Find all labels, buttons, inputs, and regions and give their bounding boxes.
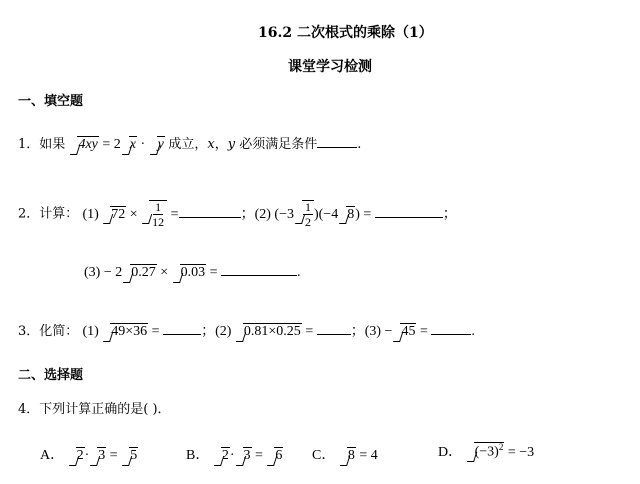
page-subtitle: 课堂学习检测 [288,59,372,75]
option-b-eq: = [255,448,263,463]
option-a-eq: = [109,448,118,463]
question-2-part3 [84,264,301,281]
question-2 [18,200,457,228]
q3-blank-1[interactable] [163,334,201,335]
sqrt-frac-1-2: $\frac{1}{2}$ [295,200,314,228]
q3-blank-2[interactable] [317,334,351,335]
q2-pre: 计算： [39,206,79,222]
sqrt-frac-1-12: $\frac{1}{12}$ [142,200,167,228]
sqrt-6: 6 [267,447,283,464]
option-b-label: B． [186,448,210,463]
option-c[interactable] [312,444,378,464]
q2-part1-label: (1) [82,206,99,222]
q2-part2-label: (2) [254,206,271,222]
sqrt-8: 8 [340,447,356,464]
q1-answer-blank[interactable] [317,147,357,148]
sqrt-8: 8 [339,206,355,223]
q1-y: y [227,137,236,152]
q3-eq3: = [419,324,428,339]
sqrt-5: 5 [122,447,138,464]
q1-comma: ， [214,137,228,152]
q3-neg: − [384,324,393,339]
sqrt-0-81x0-25: 0.81×0.25 [236,323,302,340]
q2-part3-label: (3) [84,265,101,280]
sqrt-0-27: 0.27 [123,264,157,281]
q2-number: 2． [18,206,40,222]
q1-post: 成立， [168,137,208,152]
q2-blank-2[interactable] [375,217,443,218]
q3-eq2: = [305,324,314,339]
option-d[interactable] [438,441,534,461]
q3-sep1: ； [201,324,216,339]
q2-eq3: = [209,265,218,280]
q3-period: . [471,324,475,339]
q3-pre: 化简： [39,324,79,339]
q1-dot: · [140,137,146,152]
option-d-label: D． [438,445,463,460]
question-3 [18,320,475,340]
q1-x: x [207,137,215,152]
q2-times2: × [160,265,169,280]
q1-pre: 如果 [39,137,66,152]
q1-number: 1． [18,137,40,152]
option-c-eq: = 4 [359,448,378,463]
sqrt-4xy: 4xy [70,136,98,153]
sqrt-45: 45 [393,323,416,340]
q2-sep2: ； [442,206,457,222]
q3-sep2: ； [350,324,365,339]
q1-tail: 必须满足条件 [239,137,318,152]
option-a-dot: · [84,448,90,463]
q3-eq1: = [151,324,160,339]
q2-minus2: − 2 [103,265,123,280]
question-1 [18,133,361,153]
section-fill-in: 一、填空题 [18,94,84,109]
q3-part2-label: (2) [215,324,232,339]
q1-eq: = 2 [102,137,121,152]
section-multiple-choice: 二、选择题 [18,368,84,383]
sqrt-3: 3 [236,447,252,464]
sqrt-49x36: 49×36 [103,323,148,340]
q3-part1-label: (1) [82,324,99,339]
sqrt-0-03: 0.03 [173,264,207,281]
q2-neg3: (−3 [274,206,294,222]
option-d-eq: = −3 [507,445,535,460]
q2-sep1: ； [240,206,255,222]
question-4 [18,398,171,417]
sqrt-3: 3 [90,447,106,464]
q4-text: 下列计算正确的是( )． [39,402,171,417]
q2-close: ) = [355,206,372,222]
option-c-label: C． [312,448,336,463]
option-b[interactable] [186,444,283,464]
page-title: 16.2 二次根式的乘除（1） [258,25,433,41]
option-b-dot: · [229,448,235,463]
q1-period: . [357,137,362,152]
sqrt-72: 72 [103,206,126,223]
q2-times: × [129,206,138,222]
q3-blank-3[interactable] [431,334,471,335]
q2-blank-1[interactable] [179,217,241,218]
q2-period: . [297,265,301,280]
q4-number: 4． [18,402,40,417]
sqrt-2: 2 [69,447,85,464]
option-a[interactable] [40,444,138,464]
q2-eq1: = [170,206,179,222]
q3-part3-label: (3) [364,324,382,339]
q2-blank-3[interactable] [221,275,297,276]
sqrt-y: y [150,136,165,153]
sqrt-2: 2 [214,447,230,464]
sqrt-x: x [122,136,137,153]
option-a-label: A． [40,448,65,463]
q3-number: 3． [18,324,40,339]
q2-neg4: )(−4 [313,206,339,222]
sqrt-neg3-squared: $(-3)^2$ [467,442,505,461]
